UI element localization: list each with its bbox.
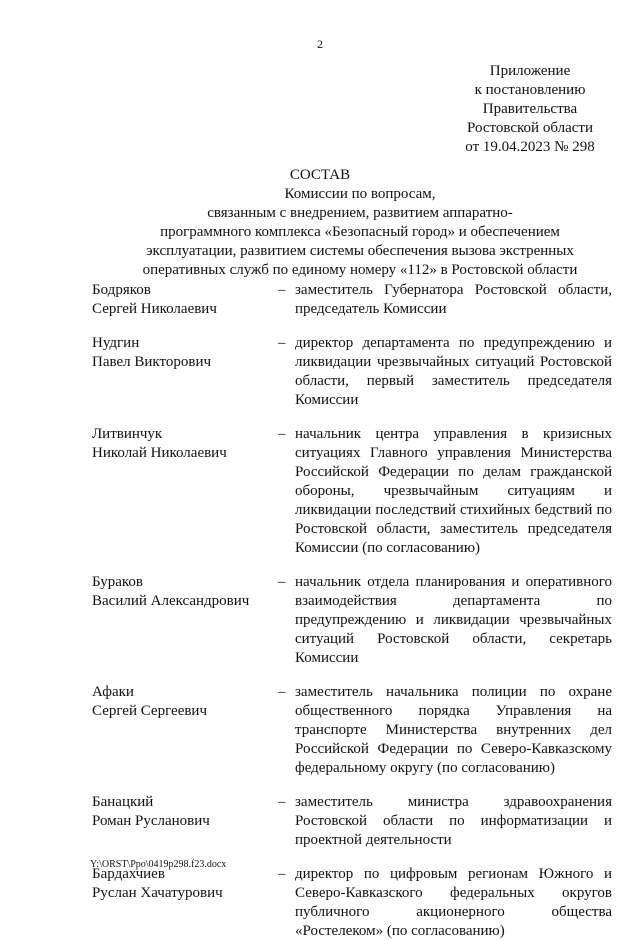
member-position: заместитель Губернатора Ростовской области, председатель Комиссии <box>295 282 612 317</box>
subtitle-line: оперативных служб по единому номеру «112» в Ростовской области <box>142 262 578 278</box>
member-position: заместитель начальника полиции по охране общественного порядка Управления на транспорте Министерства внутренних дел Российской Федерации по Северо-Кавказскому федеральному округу (по согласованию) <box>295 684 612 776</box>
member-name <box>92 865 278 941</box>
member-name <box>92 334 278 410</box>
member-given-name: Роман Русланович <box>92 813 210 829</box>
member-position: директор по цифровым регионам Южного и Северо-Кавказского федеральных округов публичного акционерного общества «Ростелеком» (по согласованию) <box>295 866 612 939</box>
member-surname: Афаки <box>92 684 134 700</box>
appendix-line: к постановлению <box>474 82 586 98</box>
member-surname: Бардахчиев <box>92 866 165 882</box>
appendix-line: Приложение <box>489 63 571 79</box>
member-name <box>92 281 278 319</box>
member-given-name: Николай Николаевич <box>92 445 227 461</box>
page-number: 2 <box>317 37 323 51</box>
member-position: директор департамента по предупреждению и ликвидации чрезвычайных ситуаций Ростовской области, первый заместитель председателя Комиссии <box>295 335 612 408</box>
member-surname: Литвинчук <box>92 426 163 442</box>
member-row <box>92 793 612 850</box>
subtitle-line: эксплуатации, развитием системы обеспечения вызова экстренных <box>146 243 574 259</box>
member-surname: Бодряков <box>92 282 151 298</box>
appendix-line: Ростовской области <box>467 120 593 136</box>
member-row <box>92 425 612 558</box>
member-name <box>92 683 278 778</box>
member-dash: – <box>278 574 286 590</box>
member-dash: – <box>278 335 286 351</box>
member-dash: – <box>278 426 286 442</box>
document-title: СОСТАВ <box>289 167 351 183</box>
member-row <box>92 334 612 410</box>
member-dash: – <box>278 794 286 810</box>
member-given-name: Василий Александрович <box>92 593 250 609</box>
member-row <box>92 281 612 319</box>
member-position: начальник отдела планирования и оперативного взаимодействия департамента по предупреждению и ликвидации чрезвычайных ситуаций Ростовской области, секретарь Комиссии <box>295 574 612 666</box>
appendix-line: от 19.04.2023 № 298 <box>465 139 595 155</box>
member-surname: Нудгин <box>92 335 140 351</box>
member-row <box>92 865 612 941</box>
member-row <box>92 683 612 778</box>
member-surname: Бураков <box>92 574 144 590</box>
member-given-name: Руслан Хачатурович <box>92 885 223 901</box>
member-name <box>92 793 278 850</box>
appendix-line: Правительства <box>482 101 578 117</box>
member-position: начальник центра управления в кризисных ситуациях Главного управления Министерства Российской Федерации по делам гражданской обороны, чрезвычайным ситуациям и ликвидации последствий стихийных бедствий по Ростовской области, заместитель председателя Комиссии (по согласованию) <box>295 426 612 556</box>
document-subtitle <box>100 185 620 280</box>
member-dash: – <box>278 282 286 298</box>
member-row <box>92 573 612 668</box>
member-dash: – <box>278 684 286 700</box>
subtitle-line: Комиссии по вопросам, <box>284 186 436 202</box>
member-list <box>92 281 612 941</box>
member-given-name: Сергей Николаевич <box>92 301 217 317</box>
member-position: заместитель министра здравоохранения Ростовской области по информатизации и проектной деятельности <box>295 794 612 848</box>
member-name <box>92 573 278 668</box>
member-dash: – <box>278 866 286 882</box>
member-name <box>92 425 278 558</box>
member-given-name: Павел Викторович <box>92 354 212 370</box>
member-given-name: Сергей Сергеевич <box>92 703 208 719</box>
subtitle-line: связанным с внедрением, развитием аппаратно- <box>207 205 513 221</box>
subtitle-line: программного комплекса «Безопасный город» и обеспечением <box>160 224 560 240</box>
member-surname: Банацкий <box>92 794 154 810</box>
appendix-block <box>440 62 620 157</box>
file-path-footer: Y:\ORST\Ppo\0419p298.f23.docx <box>90 859 227 870</box>
